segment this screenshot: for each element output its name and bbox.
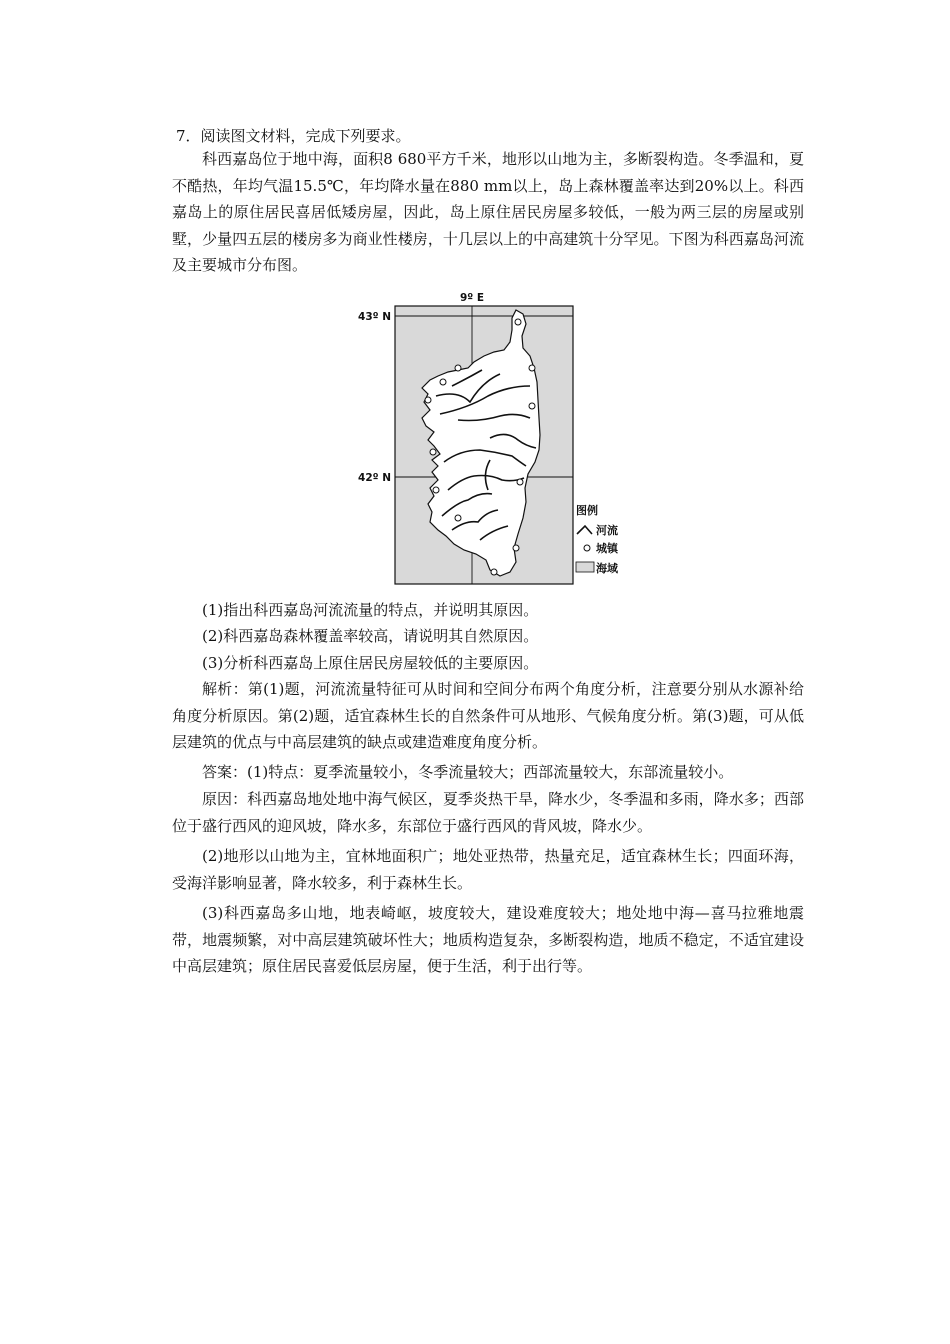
sub-question-2: (2)科西嘉岛森林覆盖率较高，请说明其自然原因。 — [202, 627, 539, 645]
question-intro: 科西嘉岛位于地中海，面积8 680平方千米，地形以山地为主，多断裂构造。冬季温和，夏不酷热，年均气温15.5℃，年均降水量在880 mm以上，岛上森林覆盖率达到20%以上。科西嘉岛上的原住居民喜居低矮房屋，因此，岛上原住居民房屋多较低，一般为两三层的房屋或别墅，少量四五层的楼房多为商业性楼房，十几层以上的中高建筑十分罕见。下图为科西嘉岛河流及主要城市分布图。 — [172, 150, 804, 274]
town-marker — [515, 319, 521, 325]
legend-sea: 海域 — [596, 562, 618, 575]
answer-reason: 原因：科西嘉岛地处地中海气候区，夏季炎热干旱，降水少，冬季温和多雨，降水多；西部位于盛行西风的迎风坡，降水多，东部位于盛行西风的背风坡，降水少。 — [172, 790, 804, 835]
town-marker — [513, 545, 519, 551]
sub-question-3: (3)分析科西嘉岛上原住居民房屋较低的主要原因。 — [202, 654, 539, 672]
town-marker — [455, 365, 461, 371]
longitude-label: 9º E — [459, 292, 485, 304]
question-title: 7．阅读图文材料，完成下列要求。 — [176, 127, 411, 145]
river-symbol-icon — [577, 526, 592, 534]
town-marker — [529, 365, 535, 371]
town-marker — [433, 487, 439, 493]
map-legend — [576, 503, 619, 575]
town-symbol-icon — [584, 545, 590, 551]
lat-42-label: 42º N — [358, 472, 391, 484]
lat-43-label: 43º N — [358, 311, 391, 323]
sub-question-1: (1)指出科西嘉岛河流流量的特点，并说明其原因。 — [202, 601, 539, 619]
town-marker — [517, 479, 523, 485]
answer-2: (2)地形以山地为主，宜林地面积广；地处亚热带，热量充足，适宜森林生长；四面环海，受海洋影响显著，降水较多，利于森林生长。 — [172, 847, 804, 892]
town-marker — [455, 515, 461, 521]
town-marker — [491, 569, 497, 575]
town-marker — [430, 449, 436, 455]
legend-river: 河流 — [596, 524, 618, 537]
answer-1: 答案：(1)特点：夏季流量较小，冬季流量较大；西部流量较大，东部流量较小。 — [202, 763, 734, 781]
analysis-text: 解析：第(1)题，河流流量特征可从时间和空间分布两个角度分析，注意要分别从水源补给角度分析原因。第(2)题，适宜森林生长的自然条件可从地形、气候角度分析。第(3)题，可从低层建筑的优点与中高层建筑的缺点或建造难度角度分析。 — [172, 680, 804, 751]
corsica-map — [340, 290, 640, 590]
answer-3: (3)科西嘉岛多山地，地表崎岖，坡度较大，建设难度较大；地处地中海—喜马拉雅地震带，地震频繁，对中高层建筑破坏性大；地质构造复杂，多断裂构造，地质不稳定，不适宜建设中高层建筑；原住居民喜爱低层房屋，便于生活，利于出行等。 — [172, 904, 804, 975]
legend-title: 图例 — [576, 504, 598, 517]
sea-symbol-icon — [576, 562, 594, 572]
town-marker — [529, 403, 535, 409]
town-marker — [440, 379, 446, 385]
town-marker — [425, 397, 431, 403]
legend-town: 城镇 — [596, 542, 618, 555]
